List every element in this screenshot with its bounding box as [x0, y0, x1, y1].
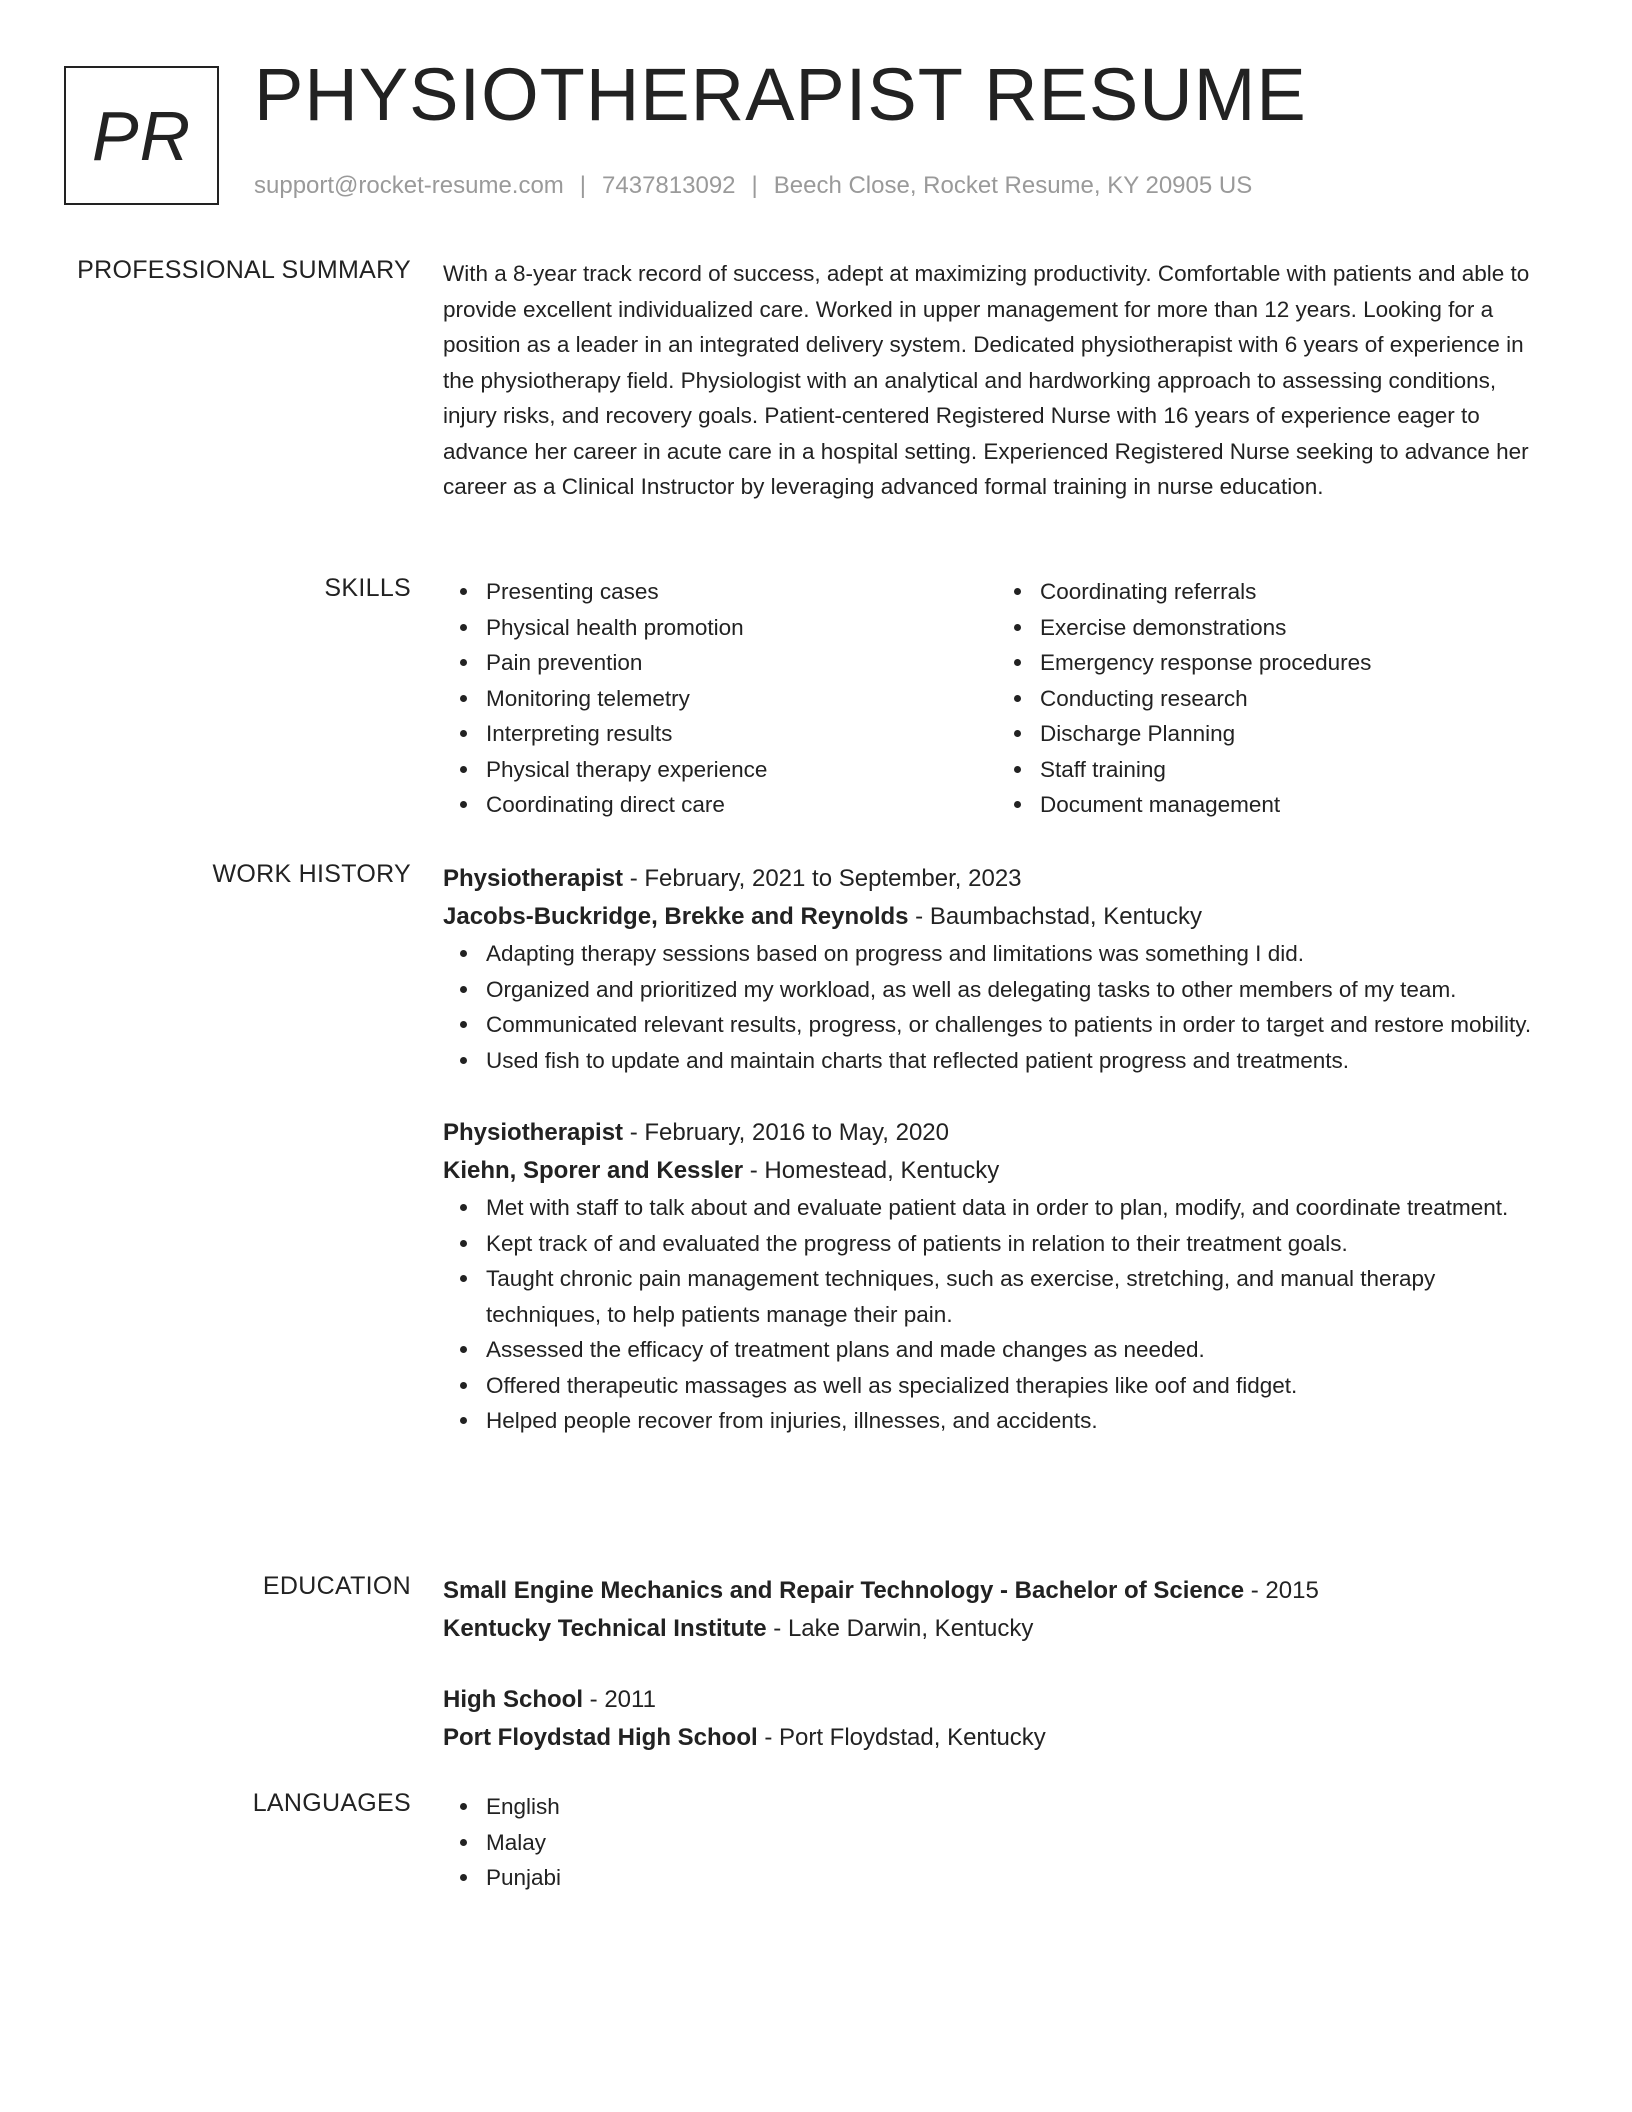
education-year: - 2015: [1244, 1577, 1319, 1604]
skill-item: Monitoring telemetry: [486, 681, 997, 717]
job-dates: - February, 2016 to May, 2020: [623, 1119, 949, 1146]
education-degree-line: [443, 1681, 1551, 1719]
skills-body: [443, 574, 1551, 823]
language-item: English: [486, 1789, 1551, 1825]
language-item: Punjabi: [486, 1860, 1551, 1896]
contact-line: [254, 172, 1252, 200]
language-item: Malay: [486, 1825, 1551, 1861]
education-degree: Small Engine Mechanics and Repair Technology - Bachelor of Science: [443, 1577, 1245, 1604]
section-title-education: EDUCATION: [262, 1572, 411, 1600]
job-company: Kiehn, Sporer and Kessler: [443, 1157, 744, 1184]
education-entry: [443, 1572, 1551, 1648]
skill-item: Exercise demonstrations: [1040, 610, 1551, 646]
skills-list-right: [997, 574, 1551, 823]
languages-body: [443, 1789, 1551, 1896]
monogram-logo: [64, 66, 219, 205]
job-duty: Helped people recover from injuries, illnesses, and accidents.: [486, 1403, 1551, 1439]
job-duty: Assessed the efficacy of treatment plans and made changes as needed.: [486, 1332, 1551, 1368]
job-duties-list: [443, 1190, 1551, 1439]
skill-item: Interpreting results: [486, 716, 997, 752]
education-degree-line: [443, 1572, 1551, 1610]
skill-item: Pain prevention: [486, 645, 997, 681]
job-role: Physiotherapist: [443, 865, 624, 892]
job-entry: [443, 1114, 1551, 1439]
skill-item: Emergency response procedures: [1040, 645, 1551, 681]
education-school: Port Floydstad High School: [443, 1724, 758, 1751]
section-title-summary: PROFESSIONAL SUMMARY: [77, 256, 411, 284]
skill-item: Document management: [1040, 787, 1551, 823]
contact-separator: |: [579, 172, 587, 199]
job-duty: Offered therapeutic massages as well as specialized therapies like oof and fidget.: [486, 1368, 1551, 1404]
skill-item: Physical therapy experience: [486, 752, 997, 788]
job-dates: - February, 2021 to September, 2023: [623, 865, 1022, 892]
education-body: [443, 1572, 1551, 1757]
education-school: Kentucky Technical Institute: [443, 1615, 767, 1642]
job-location: - Baumbachstad, Kentucky: [908, 903, 1202, 930]
skill-item: Coordinating referrals: [1040, 574, 1551, 610]
education-location: - Port Floydstad, Kentucky: [757, 1724, 1046, 1751]
education-school-line: [443, 1719, 1551, 1757]
job-role-line: [443, 1114, 1551, 1152]
skill-item: Physical health promotion: [486, 610, 997, 646]
contact-separator: |: [751, 172, 758, 199]
job-duty: Kept track of and evaluated the progress of patients in relation to their treatment goals.: [486, 1226, 1551, 1262]
education-year: - 2011: [583, 1686, 656, 1713]
section-title-work: WORK HISTORY: [212, 860, 411, 888]
skill-item: Discharge Planning: [1040, 716, 1551, 752]
contact-address: Beech Close, Rocket Resume, KY 20905 US: [773, 172, 1253, 199]
job-duty: Taught chronic pain management techniques, such as exercise, stretching, and manual therapy techniques, to help patients manage their pain.: [486, 1261, 1551, 1332]
summary-text: With a 8-year track record of success, adept at maximizing productivity. Comfortable with patients and able to provide excellent individualized care. Worked in upper management for more than 12 years. Looking for a position as a leader in an integrated delivery system. Dedicated physiotherapist with 6 years of experience in the physiotherapy field. Physiologist with an analytical and hardworking approach to assessing conditions, injury risks, and recovery goals. Patient-centered Registered Nurse with 16 years of experience eager to advance her career in acute care in a hospital setting. Experienced Registered Nurse seeking to advance her career as a Clinical Instructor by leveraging advanced formal training in nurse education.: [443, 261, 1530, 499]
skills-list-left: [443, 574, 997, 823]
job-duties-list: [443, 936, 1551, 1078]
skill-item: Staff training: [1040, 752, 1551, 788]
job-duty: Met with staff to talk about and evaluate patient data in order to plan, modify, and coordinate treatment.: [486, 1190, 1551, 1226]
job-role-line: [443, 860, 1551, 898]
job-location: - Homestead, Kentucky: [743, 1157, 1000, 1184]
languages-list: [443, 1789, 1551, 1896]
education-location: - Lake Darwin, Kentucky: [766, 1615, 1034, 1642]
job-duty: Organized and prioritized my workload, as well as delegating tasks to other members of my team.: [486, 972, 1551, 1008]
job-duty: Used fish to update and maintain charts that reflected patient progress and treatments.: [486, 1043, 1551, 1079]
section-title-skills: SKILLS: [324, 574, 411, 602]
work-body: [443, 860, 1551, 1439]
job-duty: Communicated relevant results, progress, or challenges to patients in order to target and restore mobility.: [486, 1007, 1551, 1043]
monogram-initials: PR: [91, 96, 192, 175]
job-role: Physiotherapist: [443, 1119, 624, 1146]
education-degree: High School: [443, 1686, 583, 1713]
job-company-line: [443, 1152, 1551, 1190]
skill-item: Conducting research: [1040, 681, 1551, 717]
skill-item: Presenting cases: [486, 574, 997, 610]
education-school-line: [443, 1610, 1551, 1648]
resume-title: PHYSIOTHERAPIST RESUME: [254, 53, 1307, 136]
job-duty: Adapting therapy sessions based on progress and limitations was something I did.: [486, 936, 1551, 972]
job-entry: [443, 860, 1551, 1078]
contact-email[interactable]: support@rocket-resume.com: [254, 172, 564, 199]
section-title-languages: LANGUAGES: [252, 1789, 411, 1817]
job-company-line: [443, 898, 1551, 936]
education-entry: [443, 1681, 1551, 1757]
skill-item: Coordinating direct care: [486, 787, 997, 823]
contact-phone[interactable]: 7437813092: [602, 172, 736, 199]
job-company: Jacobs-Buckridge, Brekke and Reynolds: [443, 903, 909, 930]
